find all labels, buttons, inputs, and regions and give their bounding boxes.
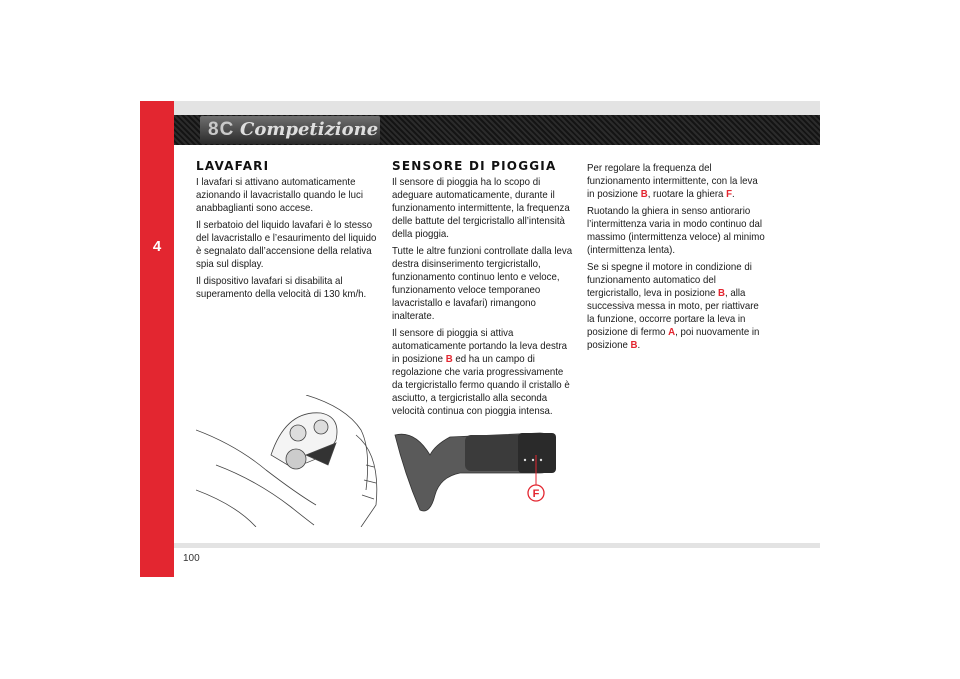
paragraph <box>587 261 768 352</box>
paragraph <box>587 162 768 201</box>
logo-model: 8C <box>208 119 235 140</box>
text-run: Per regolare la frequenza del funzionamento intermittente, con la leva in posizione <box>587 162 758 200</box>
header-strip <box>174 101 820 115</box>
sensore-section <box>392 160 574 422</box>
chapter-number: 4 <box>152 238 162 255</box>
chapter-band <box>140 101 174 577</box>
text-run: Il sensore di pioggia si attiva automaticamente portando la leva destra in posizione <box>392 327 568 365</box>
text-run: , ruotare la ghiera <box>647 188 727 200</box>
section-title-lavafari: LAVAFARI <box>196 159 270 173</box>
headlamp-washer-illustration <box>196 395 380 527</box>
text-run: . <box>732 188 735 200</box>
position-b-ref: B <box>445 353 453 365</box>
paragraph: Ruotando la ghiera in senso antiorario l’intermittenza varia in modo continuo dal massimo (intermittenza veloce) al minimo (intermittenza lenta). <box>587 205 765 256</box>
logo-script: Competizione <box>240 119 379 140</box>
section-title-sensore: SENSORE DI PIOGGIA <box>392 159 557 173</box>
paragraph: Il serbatoio del liquido lavafari è lo stesso del lavacristallo e l’esaurimento del liquido è segnalato dall’accensione della relativa spia sul display. <box>196 219 377 270</box>
position-b-ref: B <box>630 339 638 351</box>
lavafari-section <box>196 160 378 305</box>
paragraph: Il sensore di pioggia ha lo scopo di adeguare automaticamente, durante il funzionamento intermittente, la frequenza delle battute del tergicristallo all’intensità della pioggia. <box>392 176 570 240</box>
paragraph: I lavafari si attivano automaticamente azionando il lavacristallo quando le luci anabbaglianti sono accese. <box>196 176 364 214</box>
page-number: 100 <box>183 553 200 564</box>
text-run: ed ha un campo di regolazione che varia progressivamente da tergicristallo fermo quando il cristallo è asciutto, a tergicristallo alla seconda velocità continua con pioggia intensa. <box>392 353 570 417</box>
paragraph: Il dispositivo lavafari si disabilita al superamento della velocità di 130 km/h. <box>196 275 367 300</box>
text-run: , alla successiva messa in moto, per riattivare la funzione, occorre portare la leva in posizione di fermo <box>587 287 759 338</box>
text-run: Se si spegne il motore in condizione di funzionamento automatico del tergicristallo, leva in posizione <box>587 261 752 299</box>
paragraph: Tutte le altre funzioni controllate dalla leva destra disinserimento tergicristallo, funzionamento continuo lento e veloce, funzionamento veloce temporaneo lavacristallo e lavafari) rimangono inalterate. <box>392 245 573 322</box>
position-a-ref: A <box>668 326 676 338</box>
position-b-ref: B <box>640 188 648 200</box>
footer-rule <box>174 543 820 548</box>
regulation-section <box>587 162 769 356</box>
text-run: . <box>637 339 641 351</box>
paragraph <box>392 327 573 418</box>
text-run: , poi nuovamente in posizione <box>587 326 760 351</box>
position-b-ref: B <box>718 287 725 299</box>
ring-f-ref: F <box>726 188 733 200</box>
callout-f: F <box>532 488 540 500</box>
wiper-stalk-illustration <box>390 415 575 527</box>
